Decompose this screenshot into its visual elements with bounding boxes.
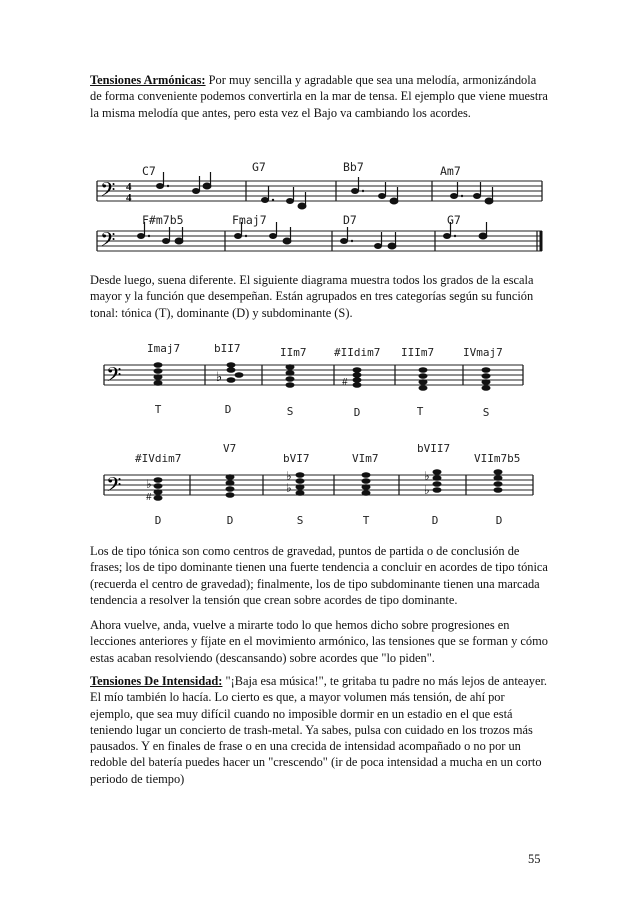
chord-label: bII7 — [214, 342, 241, 355]
svg-text:♭: ♭ — [286, 481, 292, 495]
chord-label: Bb7 — [343, 160, 364, 174]
paragraph-text: "¡Baja esa música!", te gritaba tu padre no más lejos de anteayer. El mío también lo hacía. Lo cierto es que, a mayor volumen más tensión, de ahí por ejemplo, que sea muy difícil cuando no imposible dormir en un estadio en el que está teniendo lugar un concierto de trash-metal. Ya sabes, pulsa con cuidado en los trozos más pausados. Y en finales de frase o en una crecida de intensidad acompañado o no por un redoble del batería puedes hacer un "crescendo" (ir de poca intensidad a mucha en un corto periodo de tiempo) — [90, 674, 548, 786]
svg-text:♭: ♭ — [216, 369, 223, 384]
time-signature-top: 4 — [126, 181, 132, 193]
svg-text:♭: ♭ — [286, 469, 292, 483]
chord-label: IIm7 — [280, 346, 307, 359]
bass-melody-example — [0, 0, 638, 260]
chord-label: IIIm7 — [401, 346, 435, 359]
page-number: 55 — [528, 852, 541, 866]
heading-tensiones-intensidad: Tensiones De Intensidad: — [90, 674, 223, 688]
chord-label: G7 — [447, 213, 461, 227]
bass-clef-icon: 𝄢 — [100, 180, 116, 206]
chord-label: VIm7 — [352, 452, 379, 465]
chord-label: IVmaj7 — [463, 346, 503, 359]
paragraph-tonica: Los de tipo tónica son como centros de gravedad, puntos de partida o de conclusión de frases; los de tipo dominante tienen una fuerte tendencia a concluir en acordes de tipo tónica (recuerda el centro de gravedad); finalmente, los de tipo subdominante tienen una marcada tendencia a resolver la tensión que crean sobre acordes de tipo dominante. — [90, 544, 548, 607]
heading-tensiones-armonicas: Tensiones Armónicas: — [90, 73, 206, 87]
chord-label: #IIdim7 — [334, 346, 381, 359]
function-label: S — [482, 406, 490, 419]
function-label: D — [224, 403, 232, 416]
bass-clef-icon: 𝄢 — [106, 365, 122, 391]
paragraph-text: Por muy sencilla y agradable que sea una melodía, armonizándola de forma conveniente podemos convertirla en la mar de tensa. El ejemplo que viene muestra la misma melodía que antes, pero esta vez el Bajo va cambiando los acordes. — [90, 73, 548, 120]
chord-label: D7 — [343, 213, 357, 227]
chord-label: VIIm7b5 — [474, 452, 521, 465]
bass-clef-icon: 𝄢 — [106, 475, 122, 501]
paragraph-ahora-vuelve: Ahora vuelve, anda, vuelve a mirarte todo lo que hemos dicho sobre progresiones en lecciones anteriores y fíjate en el movimiento armónico, las tensiones que se forman y cómo estas acaban resolviendo (descansando) sobre acordes que "lo piden". — [90, 618, 548, 665]
svg-text:#: # — [146, 491, 152, 503]
function-label: D — [226, 514, 234, 527]
bass-clef-icon: 𝄢 — [100, 230, 116, 256]
svg-text:♭: ♭ — [424, 483, 430, 497]
chord-label: Fmaj7 — [232, 213, 267, 227]
degrees-diagram-1 — [0, 335, 638, 455]
svg-text:♭: ♭ — [146, 477, 152, 491]
svg-text:♭: ♭ — [424, 469, 430, 483]
chord-label: bVI7 — [283, 452, 310, 465]
function-label: T — [154, 403, 162, 416]
chord-label: C7 — [142, 164, 156, 178]
svg-text:#: # — [342, 376, 348, 388]
stacked-chord-notes — [154, 362, 491, 391]
chord-label: bVII7 — [417, 442, 451, 455]
function-label: D — [154, 514, 162, 527]
paragraph-intensidad — [90, 673, 550, 787]
time-signature-bottom: 4 — [126, 192, 132, 204]
chord-label: Am7 — [440, 164, 461, 178]
function-label: D — [431, 514, 439, 527]
chord-label: #IVdim7 — [135, 452, 182, 465]
paragraph-diagrama: Desde luego, suena diferente. El siguiente diagrama muestra todos los grados de la escala mayor y la función que desempeñan. Están agrupados en tres categorías según su función tonal: tónica (T), dominante (D) y subdominante (S). — [90, 273, 534, 320]
function-label: D — [495, 514, 503, 527]
chord-label: F#m7b5 — [142, 213, 184, 227]
function-label: S — [286, 405, 294, 418]
function-label: T — [362, 514, 370, 527]
degrees-diagram-2 — [0, 440, 638, 550]
function-label: T — [416, 405, 424, 418]
function-label: D — [353, 406, 361, 419]
chord-label: G7 — [252, 160, 266, 174]
chord-label: Imaj7 — [147, 342, 181, 355]
chord-label: V7 — [223, 442, 237, 455]
stacked-chord-notes — [146, 469, 503, 503]
function-label: S — [296, 514, 304, 527]
